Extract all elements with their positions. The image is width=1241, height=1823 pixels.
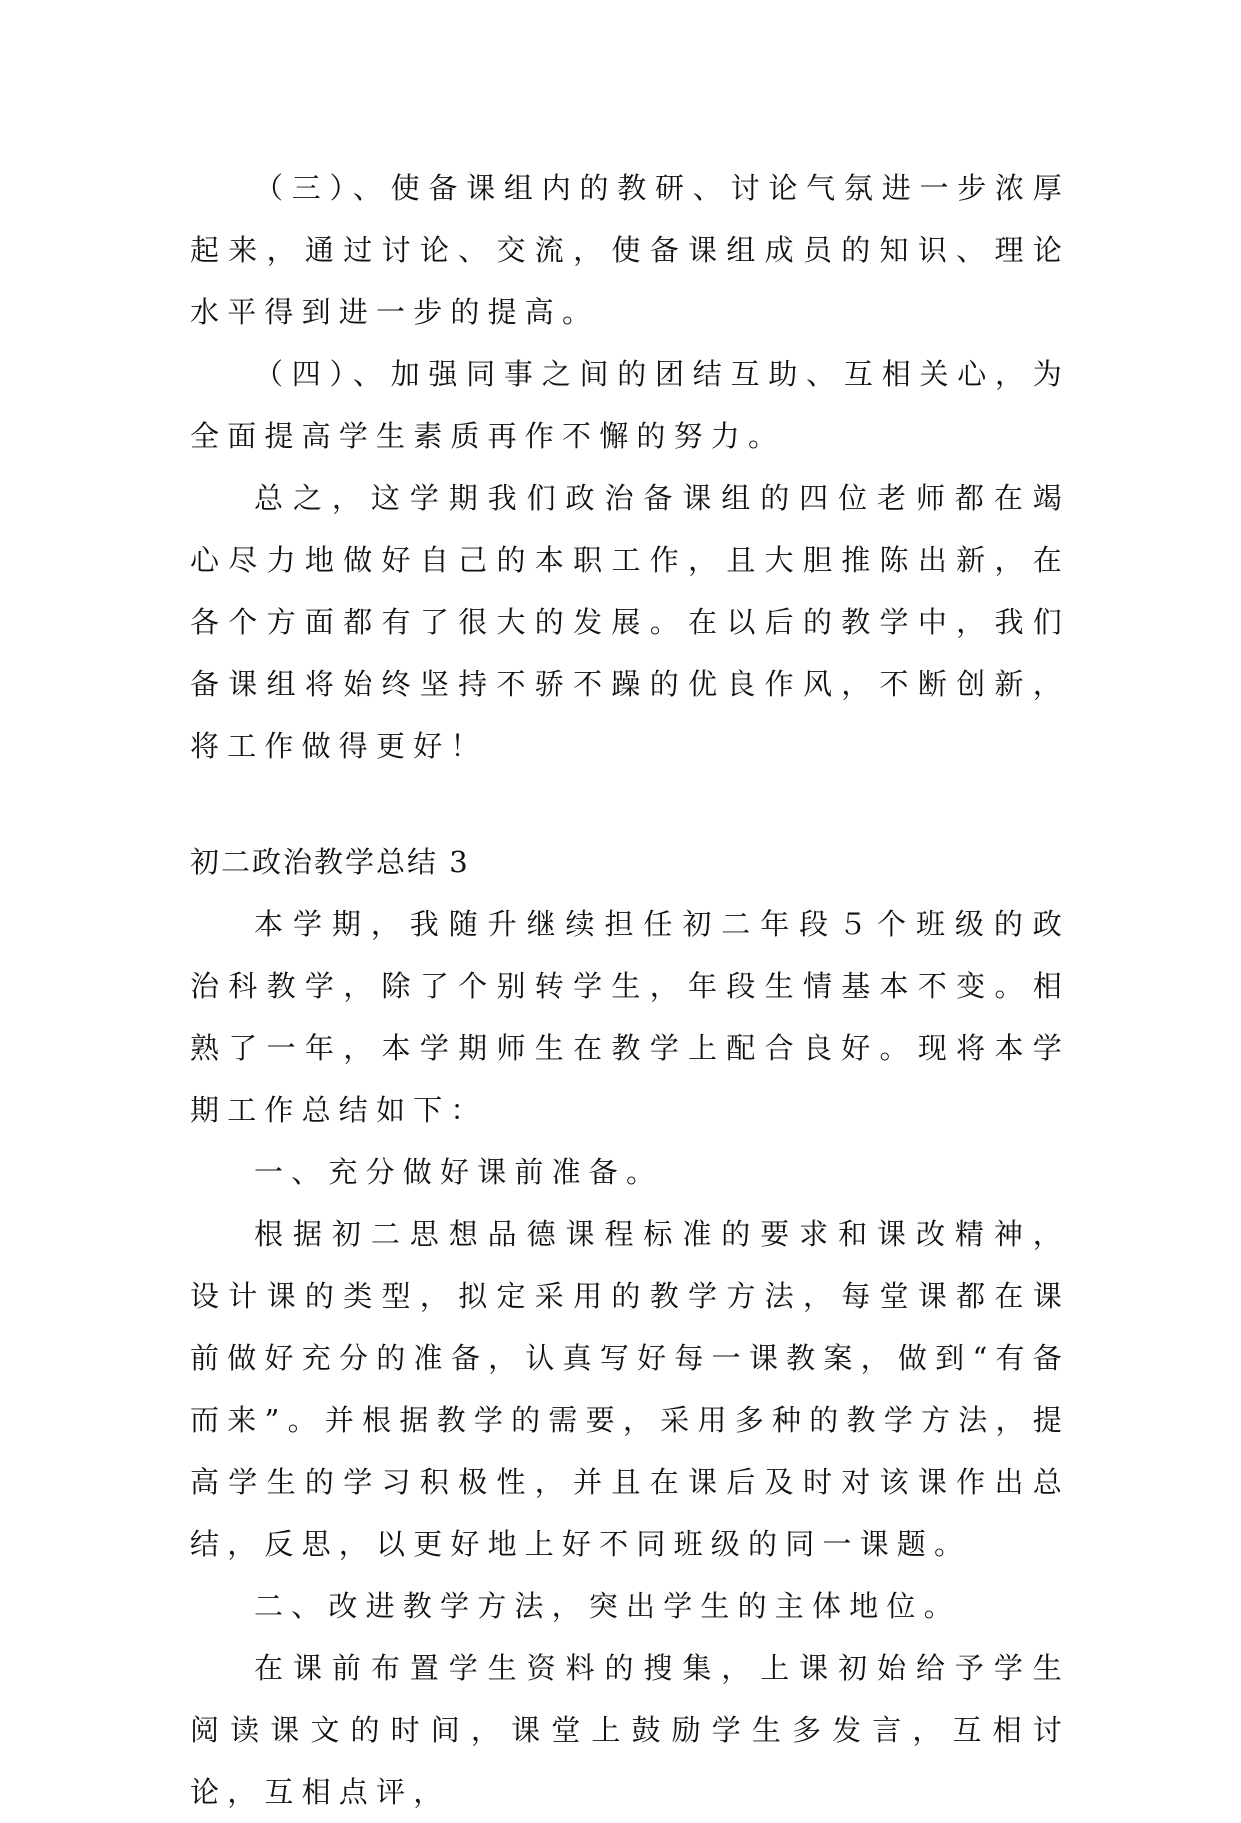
paragraph-intro: 本学期，我随升继续担任初二年段５个班级的政治科教学，除了个别转学生，年段生情基本不变。相熟了一年，本学期师生在教学上配合良好。现将本学期工作总结如下： <box>190 907 1070 1127</box>
paragraph-section-three: （三）、使备课组内的教研、讨论气氛进一步浓厚起来，通过讨论、交流，使备课组成员的知识、理论水平得到进一步的提高。 <box>190 171 1070 329</box>
paragraph-heading-two: 二、改进教学方法，突出学生的主体地位。 <box>254 1589 961 1623</box>
paragraph-section-four: （四）、加强同事之间的团结互助、互相关心，为全面提高学生素质再作不懈的努力。 <box>190 357 1070 453</box>
document-page <box>190 157 1070 1823</box>
paragraph-heading-one: 一、充分做好课前准备。 <box>254 1155 664 1189</box>
paragraph-conclusion: 总之，这学期我们政治备课组的四位老师都在竭心尽力地做好自己的本职工作，且大胆推陈出新，在各个方面都有了很大的发展。在以后的教学中，我们备课组将始终坚持不骄不躁的优良作风，不断创新，将工作做得更好！ <box>190 481 1070 763</box>
section-title: 初二政治教学总结 3 <box>190 845 470 879</box>
paragraph-methods: 在课前布置学生资料的搜集，上课初始给予学生阅读课文的时间，课堂上鼓励学生多发言，互相讨论，互相点评， <box>190 1651 1070 1809</box>
paragraph-preparation: 根据初二思想品德课程标准的要求和课改精神，设计课的类型，拟定采用的教学方法，每堂课都在课前做好充分的准备，认真写好每一课教案，做到“有备而来”。并根据教学的需要，采用多种的教学方法，提高学生的学习积极性，并且在课后及时对该课作出总结，反思，以更好地上好不同班级的同一课题。 <box>190 1217 1070 1561</box>
